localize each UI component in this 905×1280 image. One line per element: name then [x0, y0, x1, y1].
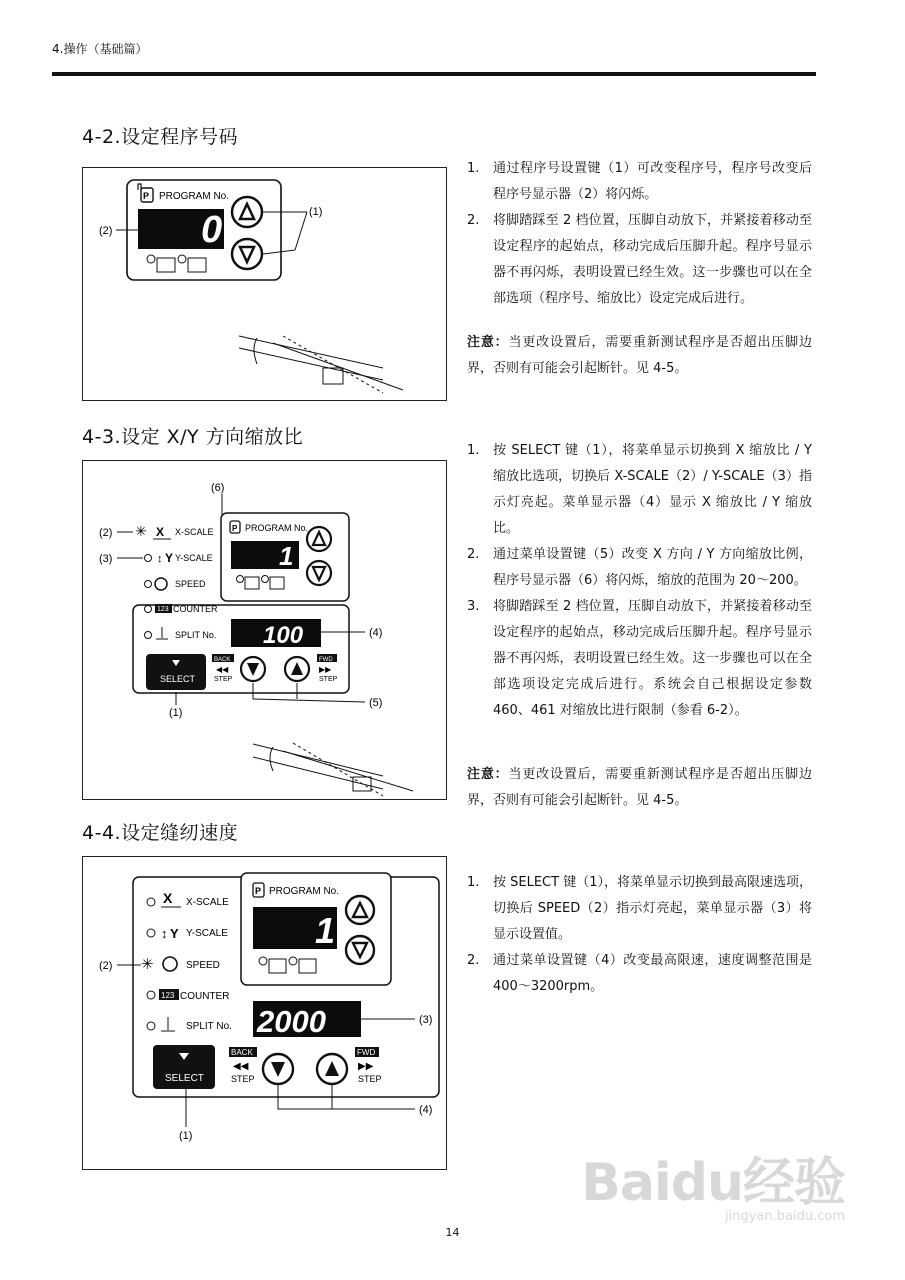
svg-text:(3): (3) [419, 1014, 433, 1026]
note-4-2: 注意：当更改设置后，需要重新测试程序是否超出压脚边界，否则有可能会引起断针。见 4-5。 [467, 335, 812, 376]
svg-text:Y: Y [170, 926, 179, 941]
svg-text:(2): (2) [99, 225, 113, 237]
svg-text:FWD: FWD [357, 1048, 376, 1057]
step-4-2-2: 2. 将脚踏踩至 2 档位置，压脚自动放下，并紧接着移动至设定程序的起始点，移动完成后压脚升起。程序号显示器不再闪烁，表明设置已经生效。这一步骤也可以在全部选项（程序号、缩放比）设定完成后进行。 [467, 213, 812, 306]
svg-text:(6): (6) [211, 482, 225, 494]
svg-text:SPEED: SPEED [175, 579, 206, 589]
step-4-4-2: 2. 通过菜单设置键（4）改变最高限速，速度调整范围是 400～3200rpm。 [467, 953, 812, 994]
svg-text:(3): (3) [99, 553, 113, 565]
svg-text:(1): (1) [179, 1130, 193, 1142]
svg-text:P: P [232, 524, 238, 533]
svg-text:▶▶: ▶▶ [358, 1061, 374, 1072]
svg-text:(1): (1) [169, 707, 183, 719]
svg-text:▶▶: ▶▶ [319, 665, 332, 674]
figure-xy-scale [82, 460, 447, 800]
step-4-3-2: 2. 通过菜单设置键（5）改变 X 方向 / Y 方向缩放比例，程序号显示器（6）将闪烁，缩放的范围为 20～200。 [467, 547, 812, 588]
svg-text:BACK: BACK [231, 1048, 253, 1057]
svg-text:SPLIT No.: SPLIT No. [175, 630, 217, 640]
svg-text:X-SCALE: X-SCALE [175, 527, 214, 537]
step-4-2-1: 1. 通过程序号设置键（1）可改变程序号，程序号改变后程序号显示器（2）将闪烁。 [467, 161, 812, 202]
svg-text:100: 100 [263, 622, 304, 649]
svg-text:STEP: STEP [214, 676, 233, 683]
svg-text:P: P [255, 886, 262, 896]
svg-text:Y: Y [165, 551, 174, 565]
svg-text:✳: ✳ [141, 956, 154, 973]
svg-text:(2): (2) [99, 527, 113, 539]
svg-text:(4): (4) [369, 627, 383, 639]
section-title-4-3: 4-3.设定 X/Y 方向缩放比 [82, 426, 304, 448]
svg-text:FWD: FWD [319, 657, 333, 663]
svg-text:Y-SCALE: Y-SCALE [186, 928, 228, 939]
svg-text:123: 123 [157, 606, 169, 613]
figure-program-number [82, 167, 447, 401]
svg-text:STEP: STEP [358, 1074, 382, 1084]
section-title-4-2: 4-2.设定程序号码 [82, 126, 239, 148]
svg-text:1: 1 [279, 541, 294, 571]
speed-panel-illustration [83, 857, 446, 1169]
header-rule [52, 72, 816, 76]
svg-text:X: X [163, 890, 173, 906]
program-panel-illustration [83, 168, 446, 400]
svg-text:0: 0 [201, 209, 223, 251]
svg-text:(2): (2) [99, 960, 113, 972]
svg-text:PROGRAM No.: PROGRAM No. [159, 191, 230, 202]
step-4-4-1: 1. 按 SELECT 键（1），将菜单显示切换到最高限速选项，切换后 SPEED（2）指示灯亮起，菜单显示器（3）将显示设置值。 [467, 875, 812, 942]
svg-text:PROGRAM No.: PROGRAM No. [269, 886, 340, 897]
svg-text:SPEED: SPEED [186, 960, 220, 971]
page-number: 14 [445, 1226, 460, 1239]
figure-speed [82, 856, 447, 1170]
svg-text:1: 1 [315, 910, 336, 951]
svg-text:COUNTER: COUNTER [173, 604, 218, 614]
svg-text:↕: ↕ [161, 926, 168, 941]
step-4-3-3: 3. 将脚踏踩至 2 档位置，压脚自动放下，并紧接着移动至设定程序的起始点，移动完成后压脚升起。程序号显示器不再闪烁，表明设置已经生效。这一步骤也可以在全部选项设定完成后进行。系统会自己根据设定参数 460、461 对缩放比进行限制（参看 6-2）。 [467, 599, 812, 718]
section-title-4-4: 4-4.设定缝纫速度 [82, 822, 239, 844]
svg-text:STEP: STEP [319, 676, 338, 683]
svg-text:PROGRAM No.: PROGRAM No. [245, 523, 309, 533]
svg-text:STEP: STEP [231, 1074, 255, 1084]
svg-text:(4): (4) [419, 1104, 433, 1116]
svg-text:SELECT: SELECT [160, 674, 196, 684]
svg-text:✳: ✳ [135, 523, 147, 539]
svg-text:SPLIT No.: SPLIT No. [186, 1021, 232, 1032]
step-4-3-1: 1. 按 SELECT 键（1），将菜单显示切换到 X 缩放比 / Y 缩放比选项，切换后 X-SCALE（2）/ Y-SCALE（3）指示灯亮起。菜单显示器（4）显示 X 缩放比 / Y 缩放比。 [467, 443, 812, 536]
svg-text:◀◀: ◀◀ [216, 665, 229, 674]
svg-text:P: P [143, 191, 150, 201]
scale-panel-illustration [83, 461, 446, 799]
svg-text:2000: 2000 [257, 1004, 326, 1039]
svg-text:BACK: BACK [214, 657, 231, 663]
svg-text:X: X [156, 525, 165, 539]
svg-text:COUNTER: COUNTER [180, 991, 230, 1002]
note-4-3: 注意：当更改设置后，需要重新测试程序是否超出压脚边界，否则有可能会引起断针。见 4-5。 [467, 767, 812, 808]
chapter-header: 4.操作（基础篇） [52, 42, 148, 56]
svg-text:123: 123 [161, 991, 175, 1000]
svg-text:X-SCALE: X-SCALE [186, 897, 229, 908]
svg-text:SELECT: SELECT [165, 1073, 204, 1084]
svg-text:(5): (5) [369, 697, 383, 709]
baidu-watermark: Baidu经验 jingyan.baidu.com [581, 1153, 845, 1224]
svg-text:(1): (1) [309, 206, 323, 218]
svg-text:Y-SCALE: Y-SCALE [175, 553, 213, 563]
svg-text:◀◀: ◀◀ [233, 1061, 249, 1072]
svg-text:↕: ↕ [157, 553, 163, 565]
